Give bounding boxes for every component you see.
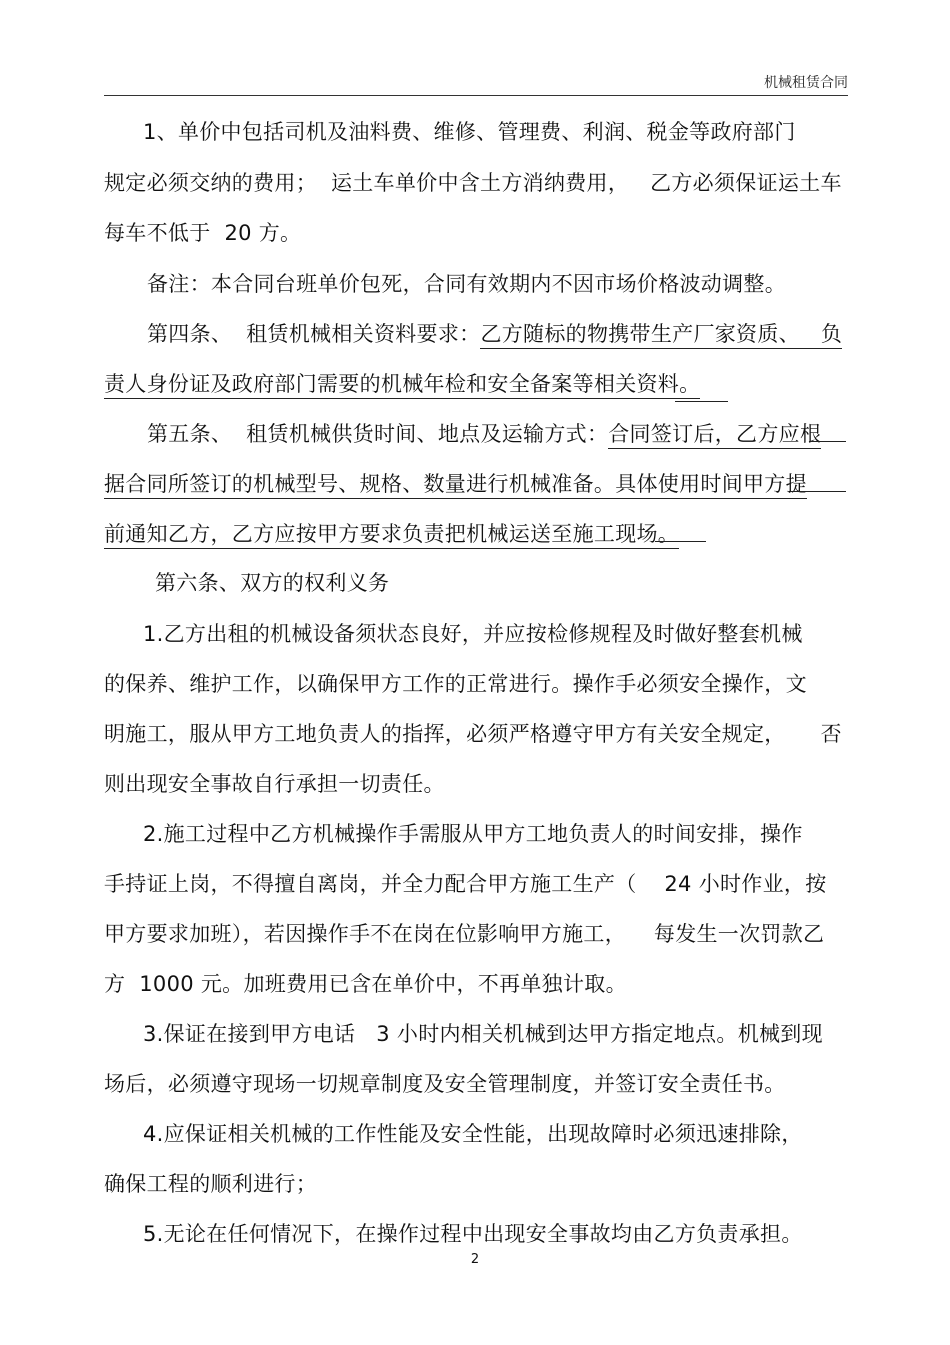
article4-underlined-1: 乙方随标的物携带生产厂家资质、 负 [480,322,842,349]
article5-underlined-2: 据合同所签订的机械型号、规格、数量进行机械准备。具体使用时间甲方提 [104,472,807,499]
article6-p2-line1: 2.施工过程中乙方机械操作手需服从甲方工地负责人的时间安排，操作 [143,822,803,846]
document-title: 机械租赁合同 [764,75,848,91]
article5-line2 [104,470,807,498]
article6-p2-line4: 方 1000 元。加班费用已含在单价中，不再单独计取。 [104,972,627,996]
article4-underline-extension [675,401,728,402]
article6-p4-line2: 确保工程的顺利进行； [104,1172,317,1196]
article4-underlined-2: 责人身份证及政府部门需要的机械年检和安全备案等相关资料。 [104,372,700,399]
article5-underline-extension-1 [810,441,846,442]
remark-line: 备注：本合同台班单价包死，合同有效期内不因市场价格波动调整。 [147,272,786,296]
article4-line1 [147,320,842,348]
article6-p3-line2: 场后，必须遵守现场一切规章制度及安全管理制度，并签订安全责任书。 [104,1072,786,1096]
article5-line1 [147,420,821,448]
article4-label: 第四条、 租赁机械相关资料要求： [147,322,481,346]
item1-line1: 1、单价中包括司机及油料费、维修、管理费、利润、税金等政府部门 [143,120,796,144]
article5-underlined-3: 前通知乙方，乙方应按甲方要求负责把机械运送至施工现场。 [104,522,679,549]
article6-p4-line1: 4.应保证相关机械的工作性能及安全性能，出现故障时必须迅速排除， [143,1122,803,1146]
article5-underlined-1: 合同签订后，乙方应根 [608,422,821,449]
header-divider [104,95,848,96]
article6-p1-line4: 则出现安全事故自行承担一切责任。 [104,772,445,796]
article6-p1-line1: 1.乙方出租的机械设备须状态良好，并应按检修规程及时做好整套机械 [143,622,803,646]
item1-line3: 每车不低于 20 方。 [104,221,302,245]
article5-label: 第五条、 租赁机械供货时间、地点及运输方式： [147,422,609,446]
article5-underline-extension-2 [790,491,846,492]
article6-p3-line1: 3.保证在接到甲方电话 3 小时内相关机械到达甲方指定地点。机械到现 [143,1022,823,1046]
page-number: 2 [470,1252,480,1267]
article6-title: 第六条、双方的权利义务 [155,571,390,595]
article6-p2-line2: 手持证上岗，不得擅自离岗，并全力配合甲方施工生产（ 24 小时作业，按 [104,872,827,896]
article5-underline-extension-3 [655,541,706,542]
article5-line3 [104,520,679,548]
article6-p1-line2: 的保养、维护工作，以确保甲方工作的正常进行。操作手必须安全操作，文 [104,672,807,696]
article6-p1-line3: 明施工，服从甲方工地负责人的指挥，必须严格遵守甲方有关安全规定， 否 [104,722,842,746]
article4-line2 [104,370,700,398]
item1-line2: 规定必须交纳的费用； 运土车单价中含土方消纳费用， 乙方必须保证运土车 [104,171,842,195]
article6-p2-line3: 甲方要求加班），若因操作手不在岗在位影响甲方施工， 每发生一次罚款乙 [104,922,825,946]
article6-p5-line1: 5.无论在任何情况下，在操作过程中出现安全事故均由乙方负责承担。 [143,1222,803,1246]
